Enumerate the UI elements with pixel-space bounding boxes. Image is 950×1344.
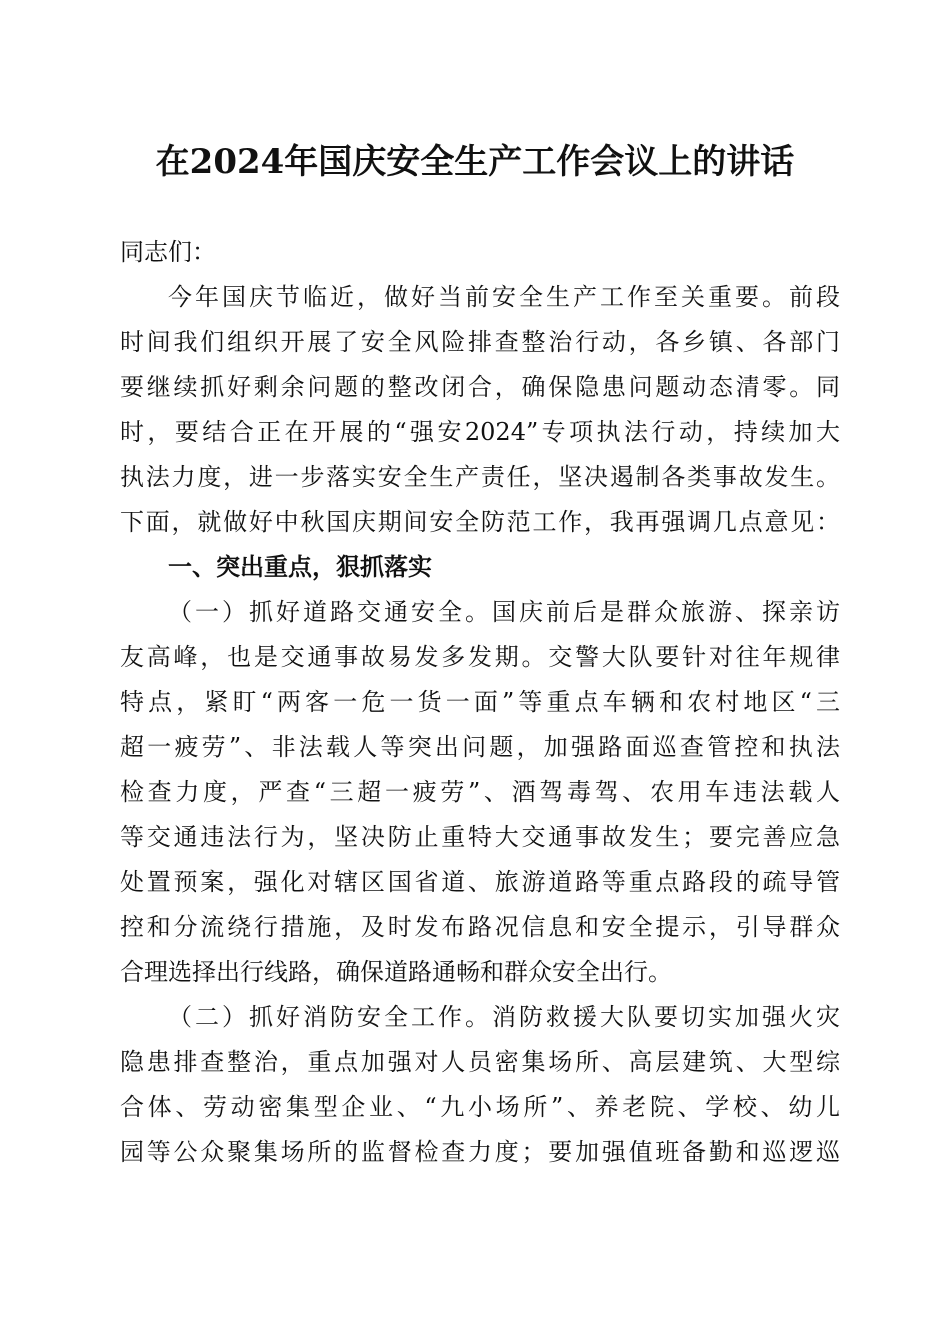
paragraph-line: 合理选择出行线路，确保道路通畅和群众安全出行。 — [120, 958, 672, 986]
paragraph-line: 超一疲劳”、非法载人等突出问题，加强路面巡查管控和执法 — [120, 733, 840, 761]
section-heading: 一、突出重点，狠抓落实 — [168, 553, 432, 581]
paragraph-line: 处置预案，强化对辖区国省道、旅游道路等重点路段的疏导管 — [120, 868, 840, 896]
salutation: 同志们： — [120, 238, 216, 266]
paragraph-line: 等交通违法行为，坚决防止重特大交通事故发生；要完善应急 — [120, 823, 840, 851]
document-body — [120, 230, 840, 1175]
paragraph-line: 下面，就做好中秋国庆期间安全防范工作，我再强调几点意见： — [120, 508, 840, 536]
paragraph-line: 执法力度，进一步落实安全生产责任，坚决遏制各类事故发生。 — [120, 463, 840, 491]
paragraph-line: 控和分流绕行措施，及时发布路况信息和安全提示，引导群众 — [120, 913, 840, 941]
paragraph-line: 检查力度，严查“三超一疲劳”、酒驾毒驾、农用车违法载人 — [120, 778, 840, 806]
paragraph-line: 特点，紧盯“两客一危一货一面”等重点车辆和农村地区“三 — [120, 688, 840, 716]
paragraph-line: （一）抓好道路交通安全。国庆前后是群众旅游、探亲访 — [168, 598, 840, 626]
paragraph-line: 时，要结合正在开展的“强安2024”专项执法行动，持续加大 — [120, 418, 840, 446]
paragraph-line: 时间我们组织开展了安全风险排查整治行动，各乡镇、各部门 — [120, 328, 840, 356]
paragraph-line: 今年国庆节临近，做好当前安全生产工作至关重要。前段 — [168, 283, 840, 311]
paragraph-line: 隐患排查整治，重点加强对人员密集场所、高层建筑、大型综 — [120, 1048, 840, 1076]
document-title: 在2024年国庆安全生产工作会议上的讲话 — [155, 142, 795, 182]
paragraph-line: 合体、劳动密集型企业、“九小场所”、养老院、学校、幼儿 — [120, 1093, 840, 1121]
paragraph-line: 园等公众聚集场所的监督检查力度；要加强值班备勤和巡逻巡 — [120, 1138, 840, 1166]
paragraph-line: （二）抓好消防安全工作。消防救援大队要切实加强火灾 — [168, 1003, 840, 1031]
paragraph-line: 友高峰，也是交通事故易发多发期。交警大队要针对往年规律 — [120, 643, 840, 671]
paragraph-line: 要继续抓好剩余问题的整改闭合，确保隐患问题动态清零。同 — [120, 373, 840, 401]
